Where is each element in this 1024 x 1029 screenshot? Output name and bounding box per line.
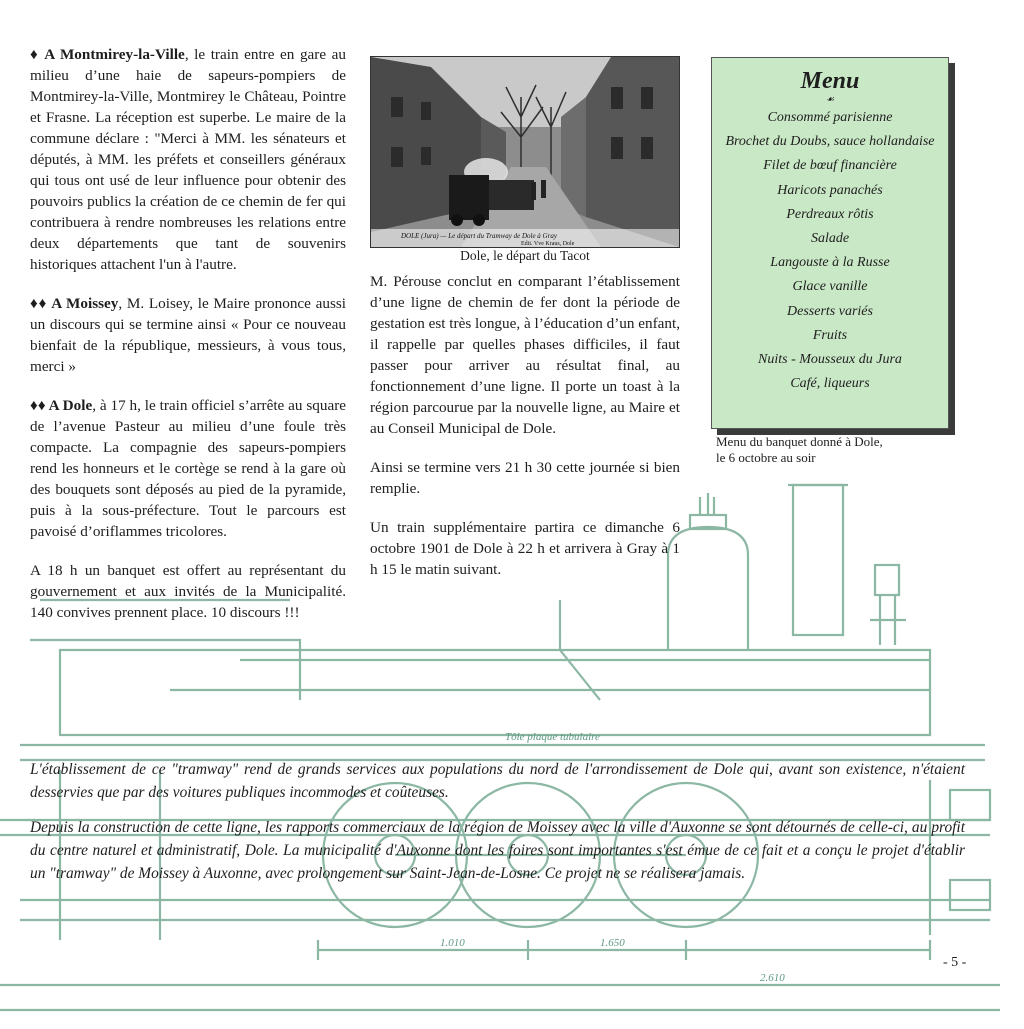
middle-paragraph: M. Pérouse conclut en comparant l’établissement d’une ligne de chemin de fer dont la période de gestation est très longue, à l’éducation d’un enfant, il rappelle par quelles phases difficiles, il faut passer pour arriver au résultat final, au fonctionnement d’une ligne. Il porte un toast à la région parcourue par la nouvelle ligne, au Maire et au Conseil Municipal de Dole.: [370, 273, 680, 437]
menu-item: Desserts variés: [787, 303, 873, 319]
menu-item: Filet de bœuf financière: [763, 158, 897, 174]
paragraph-lead: ♦♦ A Dole: [30, 397, 93, 414]
left-paragraph: [30, 293, 346, 377]
italic-conclusion-block: [30, 758, 965, 897]
left-paragraph: [30, 44, 346, 275]
middle-paragraph: Ainsi se termine vers 21 h 30 cette journée si bien remplie.: [370, 459, 680, 497]
menu-items-list: [712, 106, 948, 396]
middle-text-column: [370, 271, 680, 598]
menu-title: Menu: [800, 68, 860, 94]
menu-caption-line-2: le 6 octobre au soir: [716, 450, 816, 465]
menu-item: Glace vanille: [792, 279, 868, 295]
menu-item: Salade: [810, 231, 850, 247]
tram-photo-image: [371, 57, 679, 247]
paragraph-text: , M. Loisey, le Maire prononce aussi un discours qui se termine ainsi « Pour ce nouveau bienfait de la république, messieurs, à vous tous, merci »: [30, 295, 346, 375]
drawing-label-dim-3: 2.610: [760, 972, 785, 984]
banquet-menu-card: [711, 57, 949, 429]
paragraph-text: , à 17 h, le train officiel s’arrête au square de l’avenue Pasteur au milieu d’une foule très compacte. La compagnie des sapeurs-pompiers rend les honneurs et le cortège se rend à la gare où des bouquets sont déposés au pied de la pyramide, puis à la sous-préfecture. Tout le parcours est pavoisé d’oriflammes tricolores.: [30, 397, 347, 540]
menu-item: Café, liqueurs: [790, 376, 870, 392]
paragraph-text: A 18 h un banquet est offert au représentant du gouvernement et aux invités de la Municipalité. 140 convives prennent place. 10 discours !!!: [30, 562, 346, 621]
photo-caption: Dole, le départ du Tacot: [460, 248, 590, 263]
left-paragraph: [30, 395, 346, 542]
left-paragraph: [30, 560, 346, 623]
menu-caption: [716, 434, 946, 466]
photo-printed-title: DOLE (Jura) — Le départ du Tramway de Dole à Gray: [401, 232, 557, 240]
page-number: - 5 -: [943, 955, 967, 970]
drawing-label-dim-2: 1.650: [600, 937, 625, 949]
italic-paragraph: Depuis la construction de cette ligne, les rapports commerciaux de la région de Moissey avec la ville d'Auxonne se sont détournés de celle-ci, au profit du centre naturel et administratif, Dole. La municipalité d'Auxonne dont les foires sont importantes s'est émue de ce fait et a conçu le projet d'établir un "tramway" de Moissey à Auxonne, avec prolongement sur Saint-Jean-de-Losne. Ce projet ne se réalisera jamais.: [30, 819, 965, 882]
menu-item: Perdreaux rôtis: [786, 206, 874, 222]
menu-item: Langouste à la Russe: [770, 255, 890, 271]
menu-ornament: ☙: [825, 94, 835, 104]
menu-item: Fruits: [812, 327, 848, 343]
menu-item: Haricots panachés: [777, 182, 883, 198]
paragraph-lead: ♦ A Montmirey-la-Ville: [30, 46, 185, 63]
paragraph-lead: ♦♦ A Moissey: [30, 295, 119, 312]
drawing-label-boiler: Tôle plaque tubulaire: [505, 731, 600, 743]
photo-tram-departure: [370, 56, 680, 248]
middle-paragraph: Un train supplémentaire partira ce dimanche 6 octobre 1901 de Dole à 22 h et arrivera à Gray à 1 h 15 le matin suivant.: [370, 519, 680, 578]
photo-publisher: Edit. Vve Kraus, Dole: [521, 241, 575, 247]
italic-paragraph: L'établissement de ce "tramway" rend de grands services aux populations du nord de l'arrondissement de Dole qui, avant son existence, n'étaient desservies que par des voitures publiques incommodes et coûteuses.: [30, 761, 965, 801]
menu-caption-line-1: Menu du banquet donné à Dole,: [716, 434, 883, 449]
left-text-column: [30, 44, 346, 641]
drawing-label-dim-1: 1.010: [440, 937, 465, 949]
menu-item: Brochet du Doubs, sauce hollandaise: [725, 134, 935, 150]
menu-item: Consommé parisienne: [767, 110, 893, 125]
menu-item: Nuits - Mousseux du Jura: [758, 352, 902, 368]
paragraph-text: , le train entre en gare au milieu d’une haie de sapeurs-pompiers de Montmirey-la-Ville, Montmirey le Château, Pointre et Frasne. La réception est superbe. Le maire de la commune déclare : "Merci à MM. les sénateurs et députés, à MM. les préfets et conseillers généraux qui tous ont usé de leur influence pour obtenir des pouvoirs publics la création de ce chemin de fer qui contribuera à rendre nombreuses les relations entre deux départements que tant de souvenirs historiques attachent l'un à l'autre.: [30, 46, 346, 273]
